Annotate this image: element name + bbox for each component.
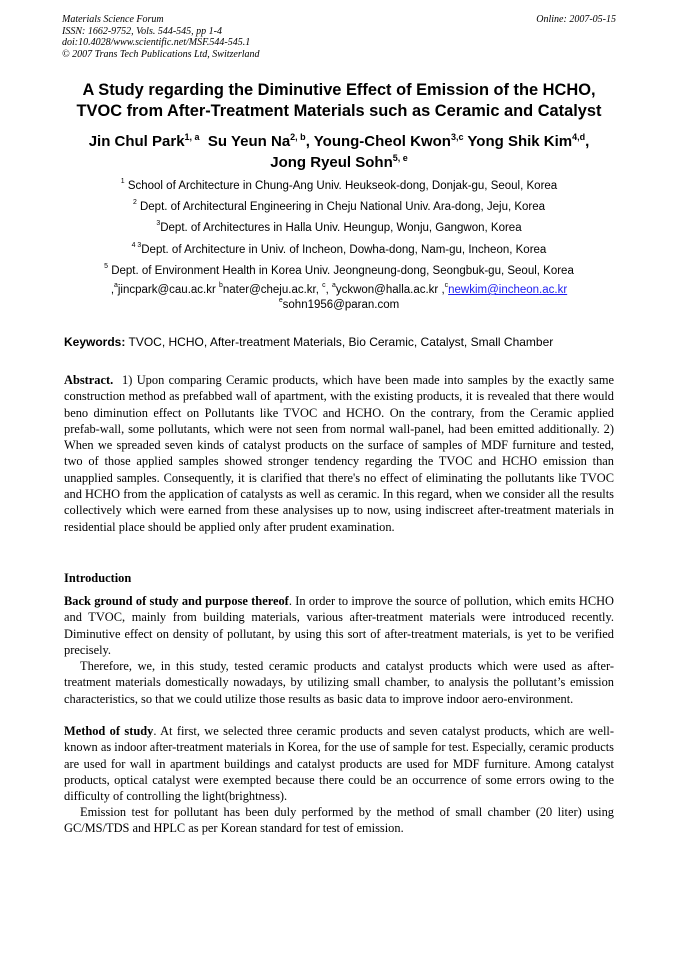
affiliation-sup: 3 bbox=[156, 220, 161, 227]
email-line-1: ,$^a$jincpark@cau.ac.kr $^b$nater@cheju.ac.kr, $^c$, $^a$yckwon@halla.ac.kr ,$^c$newkim@incheon.ac.kr bbox=[110, 282, 568, 296]
affiliation-sup: 5 bbox=[104, 263, 108, 270]
intro-paragraph-4: Emission test for pollutant has been duly performed by the method of small chamber (20 liter) using GC/MS/TDS and HPLC as per Korean standard for test of emission. bbox=[64, 805, 614, 836]
introduction-heading: Introduction bbox=[64, 571, 132, 585]
intro-background-paragraph bbox=[64, 593, 614, 658]
keywords-text: TVOC, HCHO, After-treatment Materials, Bio Ceramic, Catalyst, Small Chamber bbox=[128, 335, 554, 349]
keywords bbox=[64, 334, 618, 350]
affiliation-sup: 1 bbox=[120, 178, 125, 185]
email-c[interactable]: yckwon@halla.ac.kr , bbox=[335, 284, 445, 296]
abstract-label: Abstract. bbox=[64, 373, 114, 387]
affiliation-text: Dept. of Architectures in Halla Univ. Heungup, Wonju, Gangwon, Korea bbox=[160, 222, 522, 234]
email-a[interactable]: jincpark@cau.ac.kr bbox=[117, 284, 216, 296]
author-name: Jong Ryeul Sohn bbox=[270, 154, 393, 171]
author-name: Yong Shik Kim bbox=[467, 133, 573, 150]
title-line-2: TVOC from After-Treatment Materials such as Ceramic and Catalyst bbox=[76, 102, 602, 120]
abstract-text: 1) Upon comparing Ceramic products, which have been made into samples by the exactly same construction method as prefabbed wall of apartment, with the existing products, it is revealed that there would beno diminution effect on Pollutants like TVOC and HCHO. On the contrary, from the Ceramic applied prefab-wall, some pollutants, which were not seen from normal wall-panel, had been emitted additionally. 2) When we spreaded seven kinds of catalyst products on the surface of samples of MDF furniture and tested, two of those applied samples showed stronger tendency regarding the TVOC and HCHO emission than unapplied samples. Consequently, it is clarified that there's no effect of eliminating the pollutants like TVOC and HCHO from the application of catalysts as well as ceramic. In this regard, when we consider all the results collectively which were earned from these analysises up to now, using indiscreet after-treatment materials in residential place should be applied only after prudent examination. bbox=[64, 373, 614, 534]
author-sup: 4,d bbox=[572, 132, 586, 142]
affiliation-1 bbox=[30, 179, 648, 193]
email-sup: b bbox=[219, 282, 223, 289]
doi: doi:10.4028/www.scientific.net/MSF.544-545.1 bbox=[62, 37, 251, 48]
author-list bbox=[40, 131, 638, 173]
affiliation-sup: 4 3 bbox=[131, 242, 142, 249]
affiliation-text: School of Architecture in Chung-Ang Univ. Heukseok-dong, Donjak-gu, Seoul, Korea bbox=[127, 180, 558, 192]
online-date: Online: 2007-05-15 bbox=[536, 14, 616, 25]
email-e[interactable]: sohn1956@paran.com bbox=[282, 299, 400, 311]
author-sup: 3,c bbox=[450, 132, 464, 142]
issn: ISSN: 1662-9752, Vols. 544-545, pp 1-4 bbox=[62, 25, 222, 37]
email-d-link[interactable]: newkim@incheon.ac.kr bbox=[448, 284, 568, 296]
email-b[interactable]: nater@cheju.ac.kr, bbox=[222, 284, 319, 296]
affiliation-text: Dept. of Architecture in Univ. of Incheon, Dowha-dong, Nam-gu, Incheon, Korea bbox=[141, 244, 547, 256]
author-name: Young-Cheol Kwon bbox=[313, 133, 451, 150]
author-line-1: Jin Chul Park$^{1, a}$ Su Yeun Na$^{2, b}$, Young-Cheol Kwon$^{3,c}$ Yong Shik Kim$^{4,d}$, bbox=[88, 132, 590, 150]
email-sup: c bbox=[322, 282, 326, 289]
author-sup: 2, b bbox=[290, 132, 306, 142]
abstract bbox=[64, 372, 614, 535]
journal-header bbox=[62, 14, 616, 60]
email-sup: a bbox=[331, 282, 336, 289]
paper-title bbox=[40, 80, 638, 122]
background-label: Back ground of study and purpose thereof bbox=[64, 594, 289, 608]
journal-name: Materials Science Forum bbox=[62, 14, 164, 25]
method-paragraph bbox=[64, 723, 614, 804]
method-text: . At first, we selected three ceramic products and seven catalyst products, which are well-known as indoor after-treatment materials in Korea, for the use of sample for test. Especially, ceramic products are used for wall in apartment buildings and catalyst products are used for MDF furniture. Among catalyst products, optical catalyst were exempted because there could be an occurrence of some errors owing to the difficulty of controlling the light(brightness). bbox=[64, 724, 615, 804]
email-sup: c bbox=[444, 282, 449, 289]
background-text: . In order to improve the source of pollution, which emits HCHO and TVOC, mainly from building materials, various after-treatment materials were introduced recently. Diminutive effect on density of pollutant, by using this sort of after-treatment materials, is yet to be verified precisely. bbox=[64, 594, 614, 657]
keywords-label: Keywords: bbox=[64, 335, 126, 349]
affiliation-text: Dept. of Environment Health in Korea Univ. Jeongneung-dong, Seongbuk-gu, Seoul, Korea bbox=[111, 265, 574, 277]
copyright: © 2007 Trans Tech Publications Ltd, Switzerland bbox=[62, 48, 260, 60]
intro-paragraph-2: Therefore, we, in this study, tested ceramic products and catalyst products which were used as after-treatment materials domestically nowadays, by utilizing small chamber, to analysis the pollutant’s emission characteristics, so that we could utilize those results as basic data to improve indoor aero-environment. bbox=[64, 659, 614, 706]
email-line-2 bbox=[30, 298, 648, 313]
email-sup: e bbox=[278, 297, 283, 304]
author-sup: 1, a bbox=[184, 132, 200, 142]
author-sup: 5, e bbox=[392, 153, 408, 163]
affiliation-2 bbox=[30, 200, 648, 214]
affiliation-5 bbox=[30, 264, 648, 278]
affiliation-text: Dept. of Architectural Engineering in Cheju National Univ. Ara-dong, Jeju, Korea bbox=[139, 201, 546, 213]
author-name: Jin Chul Park bbox=[88, 133, 185, 150]
email-sup: a bbox=[114, 282, 118, 289]
affiliation-sup: 2 bbox=[132, 199, 137, 206]
author-emails bbox=[30, 283, 648, 313]
method-label: Method of study bbox=[64, 724, 154, 738]
affiliation-4 bbox=[30, 243, 648, 257]
author-line-2 bbox=[40, 152, 638, 173]
author-name: Su Yeun Na bbox=[207, 133, 291, 150]
affiliation-3 bbox=[30, 221, 648, 235]
title-line-1: A Study regarding the Diminutive Effect of Emission of the HCHO, bbox=[82, 81, 596, 99]
